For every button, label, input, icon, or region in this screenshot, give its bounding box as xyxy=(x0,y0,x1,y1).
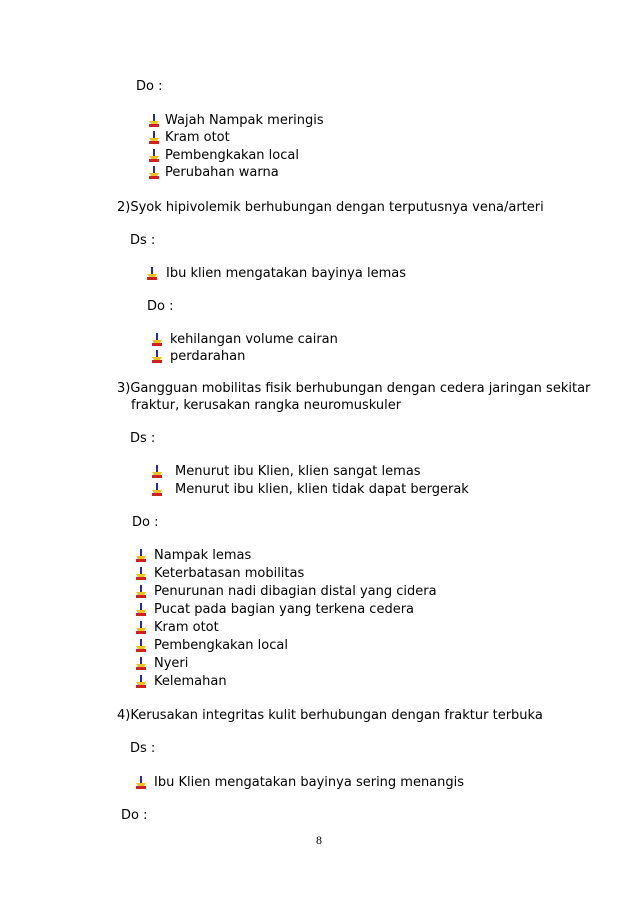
pushpin-bullet-icon xyxy=(146,267,158,280)
pushpin-bullet-icon xyxy=(148,166,160,179)
section-heading: 4)Kerusakan integritas kulit berhubungan dengan fraktur terbuka xyxy=(117,708,543,723)
pushpin-bullet-icon xyxy=(135,776,147,789)
do-label: Do : xyxy=(147,299,174,314)
ds-label: Ds : xyxy=(130,741,156,756)
pushpin-bullet-icon xyxy=(151,350,163,363)
do-label: Do : xyxy=(132,515,159,530)
ds-label: Ds : xyxy=(130,431,156,446)
section-heading: 2)Syok hipivolemik berhubungan dengan terputusnya vena/arteri xyxy=(117,200,544,215)
pushpin-bullet-icon xyxy=(135,639,147,652)
pushpin-bullet-icon xyxy=(135,603,147,616)
pushpin-bullet-icon xyxy=(135,585,147,598)
pushpin-bullet-icon xyxy=(135,567,147,580)
pushpin-bullet-icon xyxy=(135,675,147,688)
section-heading-continued: fraktur, kerusakan rangka neuromuskuler xyxy=(131,398,402,413)
do-label: Do : xyxy=(136,79,163,94)
pushpin-bullet-icon xyxy=(135,621,147,634)
pushpin-bullet-icon xyxy=(148,114,160,127)
pushpin-bullet-icon xyxy=(151,483,163,496)
pushpin-bullet-icon xyxy=(151,333,163,346)
pushpin-bullet-icon xyxy=(151,465,163,478)
do-label: Do : xyxy=(121,808,148,823)
page-number: 8 xyxy=(316,833,322,847)
section-heading: 3)Gangguan mobilitas fisik berhubungan dengan cedera jaringan sekitar xyxy=(117,381,591,396)
pushpin-bullet-icon xyxy=(148,149,160,162)
pushpin-bullet-icon xyxy=(135,549,147,562)
ds-label: Ds : xyxy=(130,233,156,248)
pushpin-bullet-icon xyxy=(148,131,160,144)
pushpin-bullet-icon xyxy=(135,657,147,670)
